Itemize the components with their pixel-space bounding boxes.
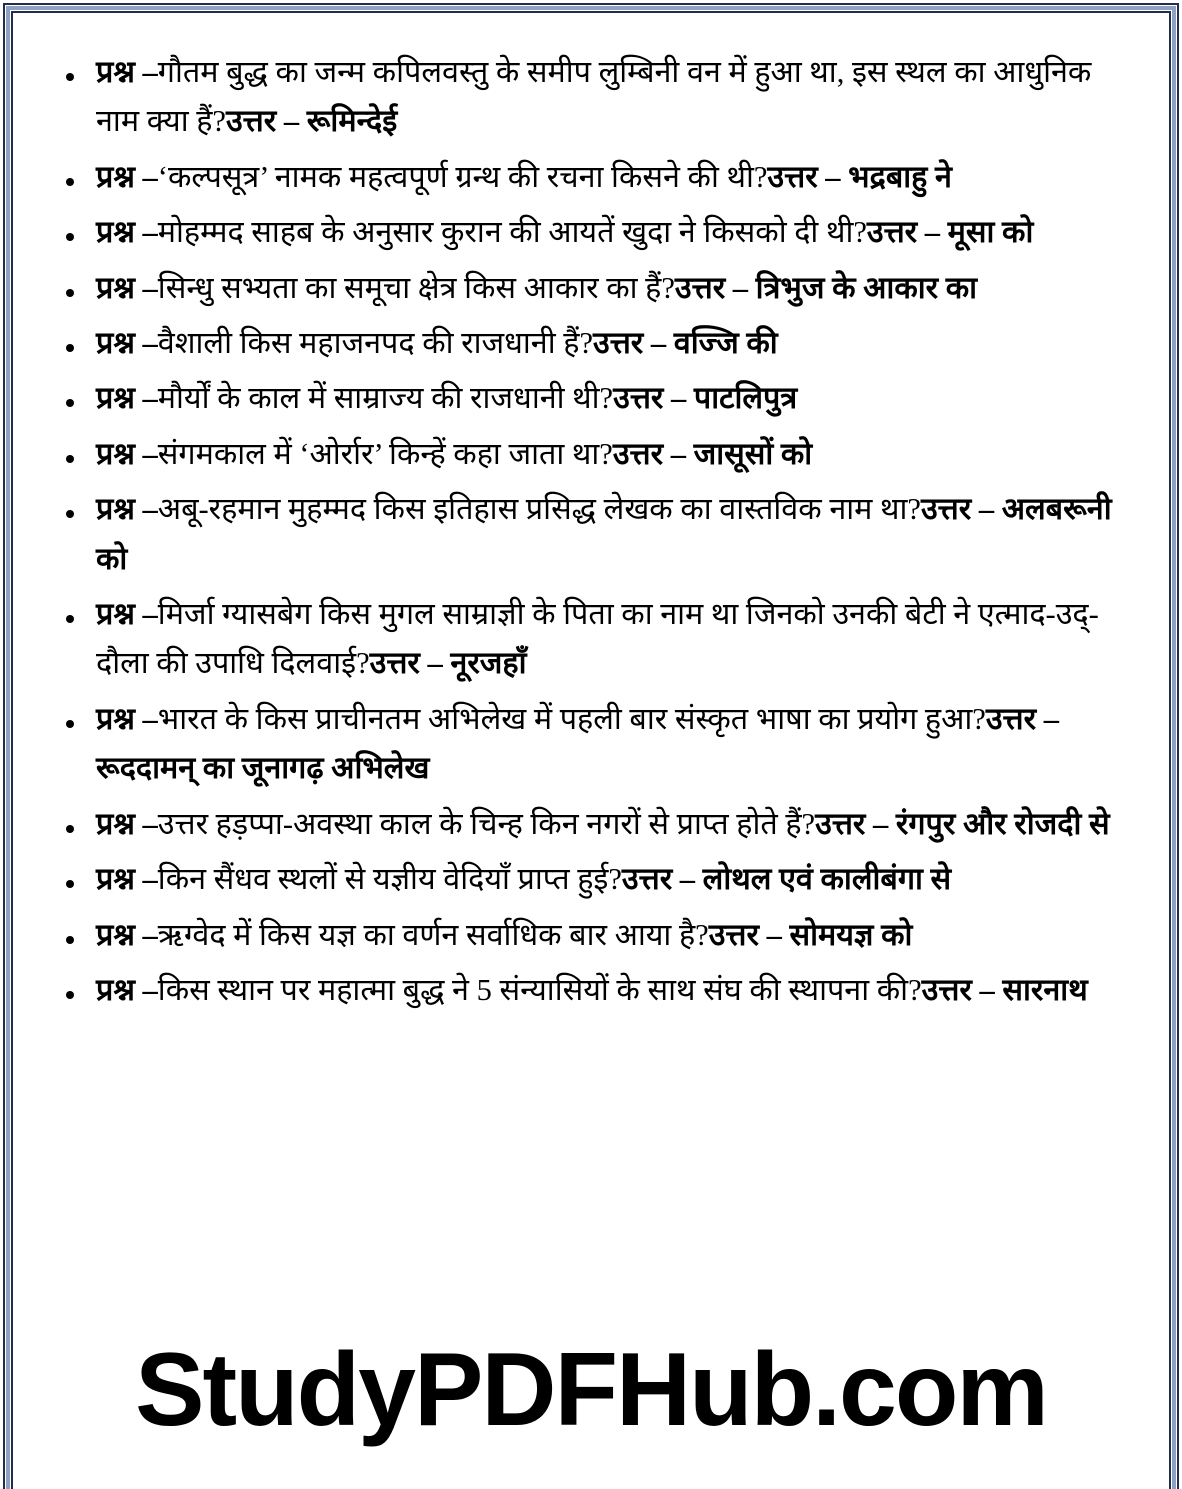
answer-text: उत्तर – सारनाथ <box>921 972 1088 1007</box>
question-dash: – <box>142 270 158 305</box>
qa-list-item <box>44 966 1138 1015</box>
question-text: भारत के किस प्राचीनतम अभिलेख में पहली बार संस्कृत भाषा का प्रयोग हुआ? <box>157 701 986 736</box>
question-label: प्रश्न <box>96 326 135 361</box>
question-dash: – <box>142 597 158 632</box>
question-text: वैशाली किस महाजनपद की राजधानी हैं? <box>157 326 593 361</box>
question-label: प्रश्न <box>96 862 135 897</box>
question-dash: – <box>142 701 158 736</box>
qa-list-item <box>44 911 1138 960</box>
question-dash: – <box>142 381 158 416</box>
question-text: ऋग्वेद में किस यज्ञ का वर्णन सर्वाधिक बार आया है? <box>157 917 709 952</box>
question-text: मोहम्मद साहब के अनुसार कुरान की आयतें खुदा ने किसको दी थी? <box>157 215 867 250</box>
question-dash: – <box>142 436 158 471</box>
qa-list-item <box>44 590 1138 689</box>
question-dash: – <box>142 972 158 1007</box>
answer-text: उत्तर – सोमयज्ञ को <box>708 917 913 952</box>
question-dash: – <box>142 326 158 361</box>
question-label: प्रश्न <box>96 806 135 841</box>
question-text: संगमकाल में ‘ओर्रार’ किन्हें कहा जाता था? <box>157 436 613 471</box>
question-label: प्रश्न <box>96 270 135 305</box>
answer-text: उत्तर – मूसा को <box>866 215 1034 250</box>
question-label: प्रश्न <box>96 159 135 194</box>
answer-text: उत्तर – रंगपुर और रोजदी से <box>815 806 1110 841</box>
answer-text: उत्तर – अलबरूनी को <box>96 492 1112 576</box>
qa-list-item <box>44 485 1138 584</box>
question-text: किन सैंधव स्थलों से यज्ञीय वेदियाँ प्राप्त हुई? <box>157 862 622 897</box>
qa-list-item <box>44 264 1138 313</box>
question-dash: – <box>142 917 158 952</box>
question-label: प्रश्न <box>96 492 135 527</box>
question-label: प्रश्न <box>96 55 135 89</box>
question-dash: – <box>142 806 158 841</box>
question-label: प्रश्न <box>96 436 135 471</box>
question-dash: – <box>142 159 158 194</box>
answer-text: उत्तर – पाटलिपुत्र <box>613 381 798 416</box>
answer-text: उत्तर – नूरजहाँ <box>369 646 527 681</box>
question-text: मौर्यों के काल में साम्राज्य की राजधानी थी? <box>157 381 614 416</box>
qa-list-item <box>44 208 1138 257</box>
qa-list-item <box>44 153 1138 202</box>
qa-list-item <box>44 430 1138 479</box>
answer-text: उत्तर – वज्जि की <box>593 326 778 361</box>
question-text: अबू-रहमान मुहम्मद किस इतिहास प्रसिद्ध लेखक का वास्तविक नाम था? <box>157 492 921 527</box>
answer-text: उत्तर – त्रिभुज के आकार का <box>674 270 978 305</box>
question-answer-list <box>44 48 1138 1015</box>
question-label: प्रश्न <box>96 597 135 632</box>
qa-list-item <box>44 695 1138 794</box>
question-text: ‘कल्पसूत्र’ नामक महत्वपूर्ण ग्रन्थ की रचना किसने की थी? <box>157 159 768 194</box>
qa-list-item <box>44 800 1138 849</box>
question-dash: – <box>142 215 158 250</box>
question-label: प्रश्न <box>96 215 135 250</box>
answer-text: उत्तर – रूददामन् का जूनागढ़ अभिलेख <box>96 701 1059 786</box>
qa-list-item <box>44 855 1138 904</box>
watermark-studypdfhub: StudyPDFHub.com <box>135 1332 1047 1448</box>
answer-text: उत्तर – लोथल एवं कालीबंगा से <box>621 862 952 897</box>
question-dash: – <box>142 862 158 897</box>
qa-list-item <box>44 319 1138 368</box>
question-text: किस स्थान पर महात्मा बुद्ध ने 5 संन्यासियों के साथ संघ की स्थापना की? <box>157 972 922 1007</box>
question-text: मिर्जा ग्यासबेग किस मुगल साम्राज्ञी के पिता का नाम था जिनको उनकी बेटी ने एत्माद-उद्-दौला की उपाधि दिलवाई? <box>96 597 1099 681</box>
question-label: प्रश्न <box>96 917 135 952</box>
answer-text: उत्तर – भद्रबाहु ने <box>767 159 952 194</box>
question-label: प्रश्न <box>96 972 135 1007</box>
question-text: उत्तर हड़प्पा-अवस्था काल के चिन्ह किन नगरों से प्राप्त होते हैं? <box>157 806 816 841</box>
answer-text: उत्तर – रूमिन्देई <box>225 104 398 139</box>
question-label: प्रश्न <box>96 381 135 416</box>
question-text: सिन्धु सभ्यता का समूचा क्षेत्र किस आकार का हैं? <box>157 270 675 305</box>
answer-text: उत्तर – जासूसों को <box>612 436 813 471</box>
question-label: प्रश्न <box>96 701 135 736</box>
qa-list-item <box>44 374 1138 423</box>
qa-list-item <box>44 48 1138 147</box>
question-dash: – <box>142 492 158 527</box>
question-text: गौतम बुद्ध का जन्म कपिलवस्तु के समीप लुम्बिनी वन में हुआ था, इस स्थल का आधुनिक नाम क्या हैं? <box>96 55 1092 139</box>
question-dash: – <box>142 55 158 89</box>
